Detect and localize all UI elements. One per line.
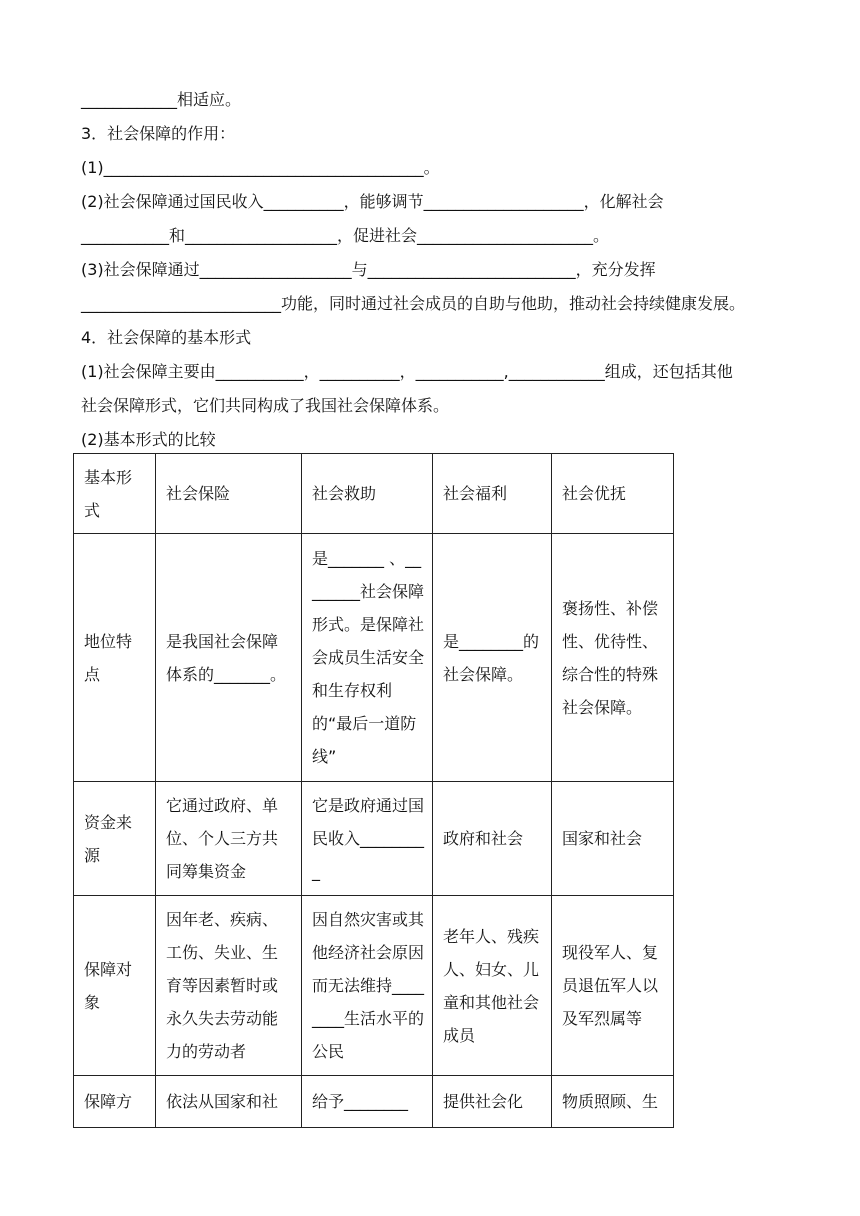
header-cell: 社会保险 [156, 454, 302, 534]
text-line-1: ____________相适应。 [81, 90, 242, 109]
table-header-row [74, 454, 674, 534]
table-cell: 提供社会化 [433, 1076, 552, 1128]
text-line-9: (1)社会保障主要由___________，__________，___________,____________组成，还包括其他 [81, 362, 733, 381]
header-cell: 基本形式 [74, 454, 156, 534]
text-line-7: _________________________功能，同时通过社会成员的自助与他助，推动社会持续健康发展。 [81, 294, 746, 313]
text-line-3: (1)________________________________________。 [81, 158, 440, 177]
table-cell: 国家和社会 [552, 782, 674, 896]
header-cell: 社会福利 [433, 454, 552, 534]
table-cell: 物质照顾、生 [552, 1076, 674, 1128]
comparison-table [73, 453, 674, 1128]
table-cell: 因年老、疾病、工伤、失业、生育等因素暂时或永久失去劳动能力的劳动者 [156, 896, 302, 1076]
row-label: 地位特点 [74, 534, 156, 782]
section-3-heading: 3．社会保障的作用： [81, 124, 236, 143]
table-cell: 是_______ 、________社会保障形式。是保障社会成员生活安全和生存权利的“最后一道防线” [302, 534, 433, 782]
table-cell: 它是政府通过国民收入_________ [302, 782, 433, 896]
table-cell: 因自然灾害或其他经济社会原因而无法维持________生活水平的公民 [302, 896, 433, 1076]
table-caption: (2)基本形式的比较 [81, 430, 216, 449]
table-row [74, 1076, 674, 1128]
table-cell: 现役军人、复员退伍军人以及军烈属等 [552, 896, 674, 1076]
text-line-5: ___________和___________________，促进社会______________________。 [81, 226, 610, 245]
table-row [74, 534, 674, 782]
table-cell: 政府和社会 [433, 782, 552, 896]
text-line-10: 社会保障形式，它们共同构成了我国社会保障体系。 [81, 396, 450, 415]
table-row [74, 782, 674, 896]
header-cell: 社会救助 [302, 454, 433, 534]
section-4-heading: 4．社会保障的基本形式 [81, 328, 252, 347]
table-cell: 是________的社会保障。 [433, 534, 552, 782]
table-cell: 是我国社会保障体系的_______。 [156, 534, 302, 782]
table-row [74, 896, 674, 1076]
table-cell: 老年人、残疾人、妇女、儿童和其他社会成员 [433, 896, 552, 1076]
table-cell: 给予________ [302, 1076, 433, 1128]
table-cell: 它通过政府、单位、个人三方共同筹集资金 [156, 782, 302, 896]
table-cell: 依法从国家和社 [156, 1076, 302, 1128]
row-label: 保障方 [74, 1076, 156, 1128]
row-label: 保障对象 [74, 896, 156, 1076]
header-cell: 社会优抚 [552, 454, 674, 534]
text-line-6: (3)社会保障通过___________________与__________________________，充分发挥 [81, 260, 656, 279]
row-label: 资金来源 [74, 782, 156, 896]
text-line-4: (2)社会保障通过国民收入__________，能够调节____________________，化解社会 [81, 192, 664, 211]
table-cell: 褒扬性、补偿性、优待性、综合性的特殊社会保障。 [552, 534, 674, 782]
